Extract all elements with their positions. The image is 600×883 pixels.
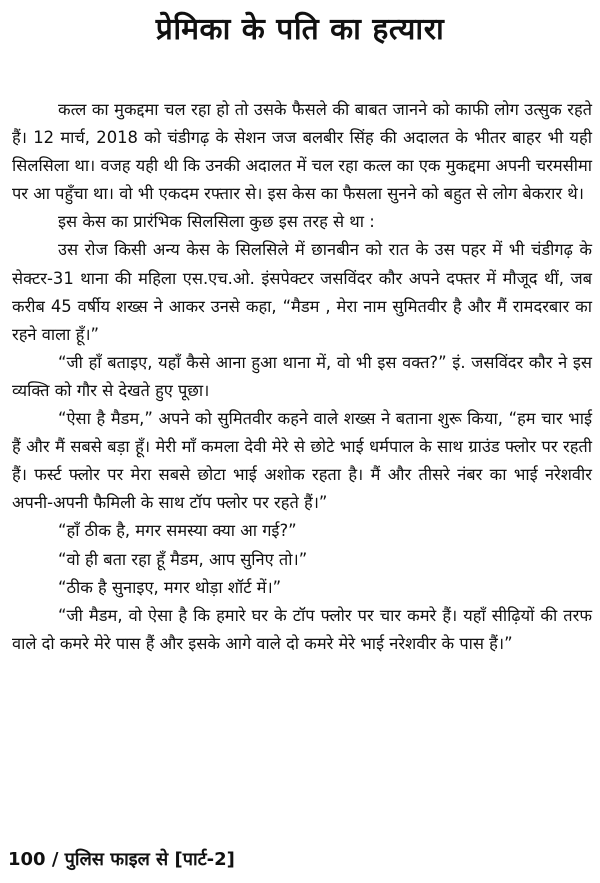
- chapter-title: प्रेमिका के पति का हत्यारा: [155, 12, 445, 47]
- paragraph: “वो ही बता रहा हूँ मैडम, आप सुनिए तो।”: [58, 549, 308, 569]
- paragraph: “ठीक है सुनाइए, मगर थोड़ा शॉर्ट में।”: [58, 577, 282, 597]
- page-footer: 100 / पुलिस फाइल से [पार्ट-2]: [8, 849, 235, 870]
- paragraph: इस केस का प्रारंभिक सिलसिला कुछ इस तरह से था :: [58, 212, 375, 232]
- paragraph: “जी मैडम, वो ऐसा है कि हमारे घर के टॉप फ्लोर पर चार कमरे हैं। यहाँ सीढ़ियों की तरफ वाले दो कमरे मेरे पास हैं और इसके आगे वाले दो कमरे मेरे भाई नरेशवीर के पास हैं।”: [12, 605, 592, 653]
- chapter-body: [12, 96, 592, 658]
- paragraph: उस रोज किसी अन्य केस के सिलसिले में छानबीन को रात के उस पहर में भी चंडीगढ़ के सेक्टर-31 थाना की महिला एस.एच.ओ. इंसपेक्टर जसविंदर कौर अपने दफ्तर में मौजूद थीं, जब करीब 45 वर्षीय शख्स ने आकर उनसे कहा, “मैडम , मेरा नाम सुमितवीर है और मैं रामदरबार का रहने वाला हूँ।”: [12, 240, 592, 344]
- paragraph: “जी हाँ बताइए, यहाँ कैसे आना हुआ थाना में, वो भी इस वक्त?” इं. जसविंदर कौर ने इस व्यक्ति को गौर से देखते हुए पूछा।: [12, 352, 592, 400]
- paragraph: “ऐसा है मैडम,” अपने को सुमितवीर कहने वाले शख्स ने बताना शुरू किया, “हम चार भाई हैं और मैं सबसे बड़ा हूँ। मेरी माँ कमला देवी मेरे से छोटे भाई धर्मपाल के साथ ग्राउंड फ्लोर पर रहती हैं। फर्स्ट फ्लोर पर मेरा सबसे छोटा भाई अशोक रहता है। मैं और तीसरे नंबर का भाई नरेशवीर अपनी-अपनी फैमिली के साथ टॉप फ्लोर पर रहते हैं।”: [12, 409, 592, 513]
- paragraph: कत्ल का मुकद्दमा चल रहा हो तो उसके फैसले की बाबत जानने को काफी लोग उत्सुक रहते हैं। 12 मार्च, 2018 को चंडीगढ़ के सेशन जज बलबीर सिंह की अदालत के भीतर बाहर भी यही सिलसिला था। वजह यही थी कि उनकी अदालत में चल रहा कत्ल का एक मुकद्दमा अपनी चरमसीमा पर आ पहुँचा था। वो भी एकदम रफ्तार से। इस केस का फैसला सुनने को बहुत से लोग बेकरार थे।: [12, 100, 592, 204]
- paragraph: “हाँ ठीक है, मगर समस्या क्या आ गई?”: [58, 521, 297, 541]
